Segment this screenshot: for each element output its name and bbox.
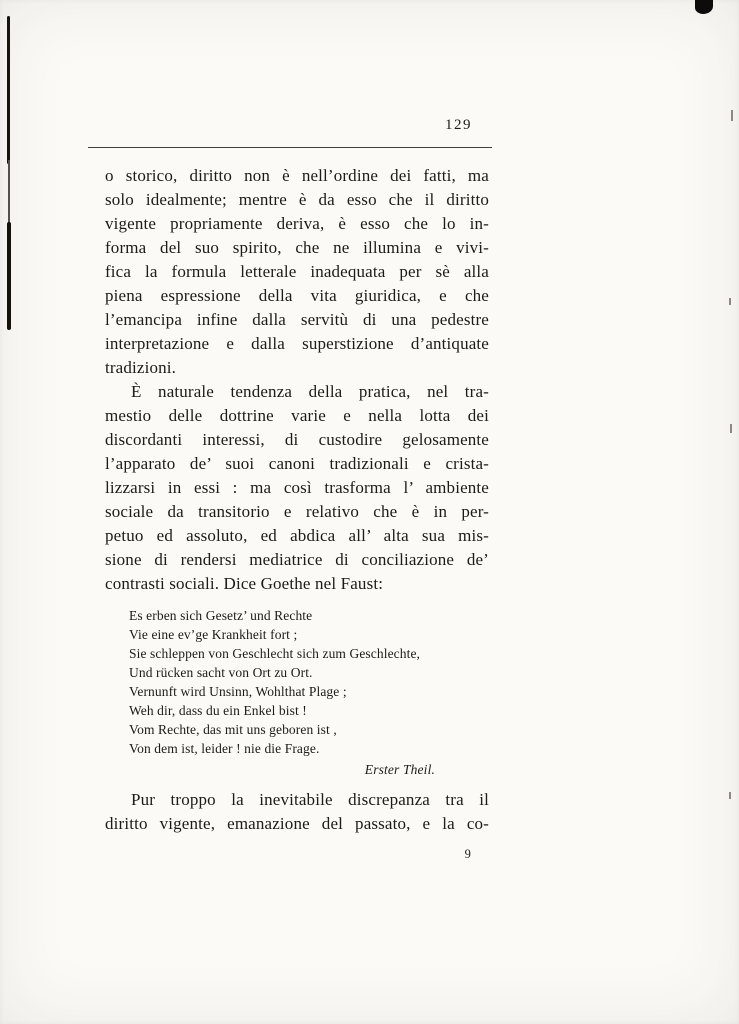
quote-attribution: Erster Theil. bbox=[364, 762, 435, 777]
scan-artifact-left-edge bbox=[7, 222, 11, 330]
text-line: petuo ed assoluto, ed abdica all’ alta sua mis- bbox=[105, 526, 489, 545]
paragraph bbox=[105, 164, 489, 380]
text-line: discordanti interessi, di custodire gelosamente bbox=[105, 430, 489, 449]
quote-line: Es erben sich Gesetz’ und Rechte bbox=[129, 608, 313, 623]
quote-line: Vom Rechte, das mit uns geboren ist , bbox=[129, 722, 337, 737]
scan-artifact-edge-tick bbox=[731, 110, 733, 121]
poem-quote bbox=[129, 606, 489, 758]
text-line: mestio delle dottrine varie e nella lotta dei bbox=[105, 406, 489, 425]
text-line: l’apparato de’ suoi canoni tradizionali e crista- bbox=[105, 454, 489, 473]
text-line: È naturale tendenza della pratica, nel tra- bbox=[131, 382, 489, 401]
quote-line: Weh dir, dass du ein Enkel bist ! bbox=[129, 703, 307, 718]
text-line: l’emancipa infine dalla servitù di una pedestre bbox=[105, 310, 489, 329]
text-line: contrasti sociali. Dice Goethe nel Faust: bbox=[105, 574, 384, 593]
quote-line: Sie schleppen von Geschlecht sich zum Geschlechte, bbox=[129, 646, 421, 661]
quote-line: Vie eine ev’ge Krankheit fort ; bbox=[129, 627, 298, 642]
text-line: solo idealmente; mentre è da esso che il diritto bbox=[105, 190, 489, 209]
text-line: fica la formula letterale inadequata per sè alla bbox=[105, 262, 489, 281]
scan-artifact-edge-tick bbox=[729, 792, 731, 799]
text-line: forma del suo spirito, che ne illumina e vivi- bbox=[105, 238, 489, 257]
quote-line: Und rücken sacht von Ort zu Ort. bbox=[129, 665, 313, 680]
text-line: o storico, diritto non è nell’ordine dei fatti, ma bbox=[105, 166, 489, 185]
scan-artifact-edge-tick bbox=[730, 424, 732, 433]
text-line: vigente propriamente deriva, è esso che lo in- bbox=[105, 214, 489, 233]
text-line: sociale da transitorio e relativo che è in per- bbox=[105, 502, 489, 521]
scan-artifact-left-edge bbox=[8, 160, 10, 224]
text-line: tradizioni. bbox=[105, 358, 177, 377]
paragraph bbox=[105, 380, 489, 596]
header-rule bbox=[88, 147, 492, 148]
quote-line: Von dem ist, leider ! nie die Frage. bbox=[129, 741, 320, 756]
text-block bbox=[105, 164, 489, 866]
text-line: sione di rendersi mediatrice di conciliazione de’ bbox=[105, 550, 489, 569]
scan-artifact-left-edge bbox=[7, 16, 10, 164]
text-line: piena espressione della vita giuridica, e che bbox=[105, 286, 489, 305]
paragraph bbox=[105, 788, 489, 836]
text-line: diritto vigente, emanazione del passato, e la co- bbox=[105, 814, 489, 833]
quote-line: Vernunft wird Unsinn, Wohlthat Plage ; bbox=[129, 684, 347, 699]
scan-artifact-corner-mark bbox=[695, 0, 713, 14]
text-line: Pur troppo la inevitabile discrepanza tra il bbox=[131, 790, 489, 809]
page-number: 129 bbox=[445, 117, 472, 133]
scan-artifact-edge-tick bbox=[729, 298, 731, 305]
text-line: lizzarsi in essi : ma così trasforma l’ ambiente bbox=[105, 478, 489, 497]
signature-mark: 9 bbox=[464, 847, 471, 861]
text-line: interpretazione e dalla superstizione d’antiquate bbox=[105, 334, 489, 353]
